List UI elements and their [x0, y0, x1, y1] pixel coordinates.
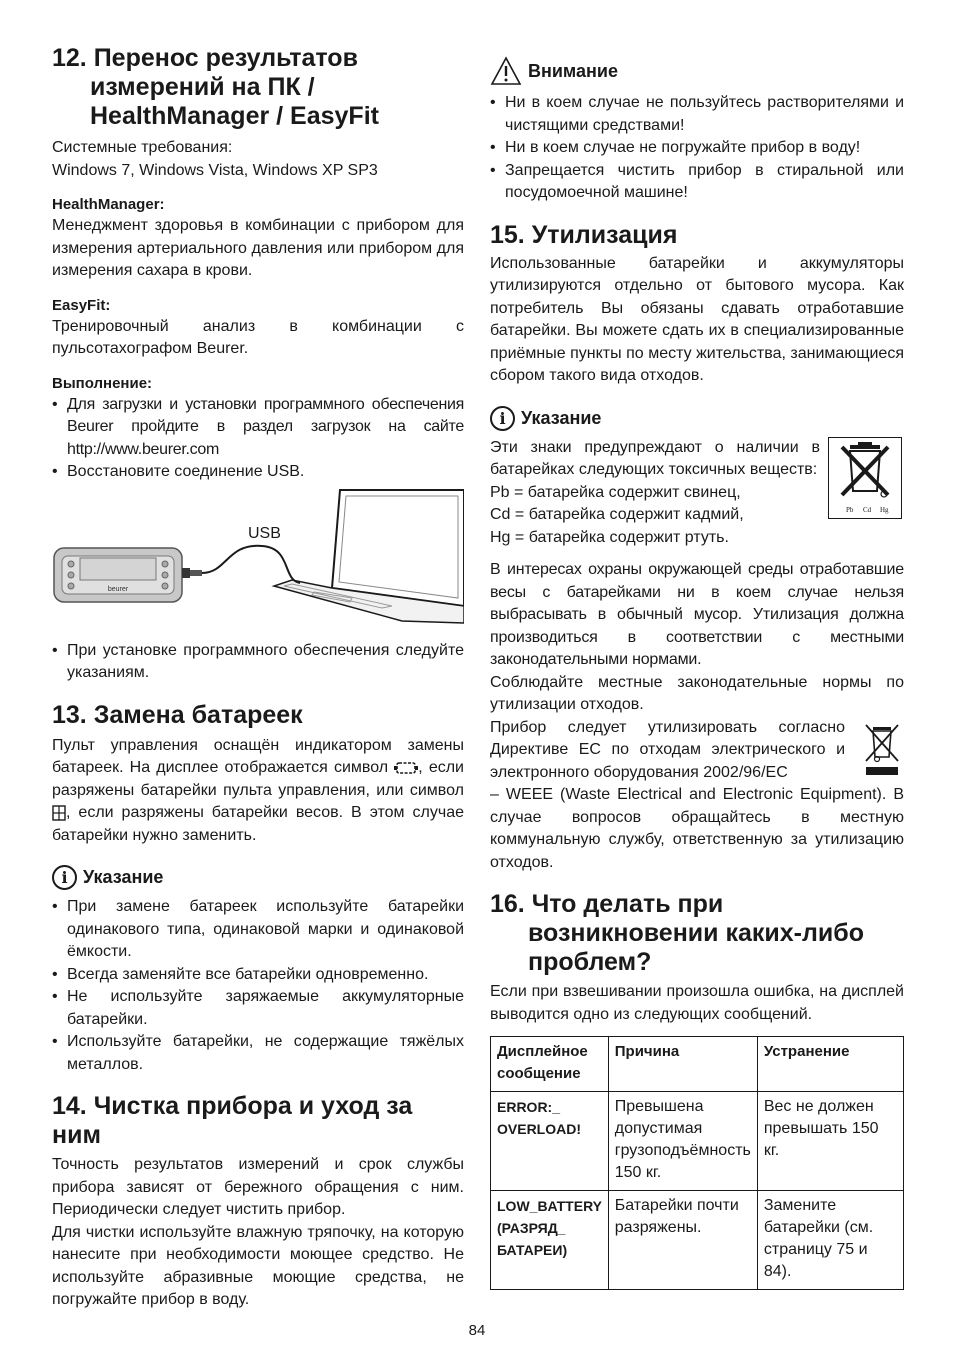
- usb-connection-illustration: [52, 488, 464, 638]
- execution-list: [52, 394, 464, 484]
- list-item: • При замене батареек используйте батарейки одинакового типа, одинаковой марки и одинаковой ёмкости.: [52, 896, 464, 964]
- healthmanager-text: Менеджмент здоровья в комбинации с прибором для измерения артериального давления или прибором для измерения сахара в крови.: [52, 217, 464, 279]
- warning-icon: [490, 56, 522, 86]
- sysreq-label: Системные требования:: [52, 139, 233, 156]
- table-cell: Вес не должен превышать 150 кг.: [757, 1092, 903, 1191]
- note-title: Указание: [83, 867, 164, 887]
- list-item: • Всегда заменяйте все батарейки одновременно.: [52, 964, 464, 987]
- list-item: • Запрещается чистить прибор в стиральной или посудомоечной машине!: [490, 160, 904, 205]
- usb-illustration-svg: [52, 488, 464, 638]
- list-item: • При установке программного обеспечения следуйте указаниям.: [52, 640, 464, 685]
- weee-block: [490, 717, 904, 785]
- easyfit-label: EasyFit:: [52, 296, 111, 314]
- section-12-title-line3: HealthManager / EasyFit: [90, 102, 379, 130]
- section-13-title: 13. Замена батареек: [52, 700, 303, 729]
- list-item: • Для загрузки и установки программного обеспечения Beurer пройдите в раздел загрузок на сайте http://www.beurer.com: [52, 394, 464, 462]
- table-cell: Батарейки почти разряжены.: [608, 1191, 757, 1290]
- section-14-p2: Для чистки используйте влажную тряпочку, на которую нанесите при необходимости моющее средство. Не используйте абразивные моющие средства, не погружайте прибор в воду.: [52, 1223, 464, 1308]
- execution-label: Выполнение:: [52, 374, 153, 392]
- section-13-text-c: , если разряжены батарейки весов. В этом случае батарейки нужно заменить.: [52, 804, 464, 844]
- section-12-title-line2: измерений на ПК /: [90, 73, 315, 101]
- note-heading: [52, 865, 464, 890]
- page-number: 84: [468, 1322, 486, 1339]
- easyfit-text: Тренировочный анализ в комбинации с пульсотахографом Beurer.: [52, 317, 464, 357]
- section-14-p1: Точность результатов измерений и срок службы прибора зависят от бережного обращения с ним. Периодически следует чистить прибор.: [52, 1156, 464, 1218]
- list-item: • Ни в коем случае не погружайте прибор в воду!: [490, 137, 904, 160]
- pb-line: Pb = батарейка содержит свинец,: [490, 483, 741, 501]
- section-13-text-b: , если разряжены батарейки пульта управления, или символ: [52, 759, 464, 799]
- weee-bin-icon: [864, 721, 900, 777]
- remote-battery-icon: [394, 761, 418, 775]
- section-13-text-a: Пульт управления оснащён индикатором замены батареек. На дисплее отображается символ: [52, 736, 464, 776]
- healthmanager-label: HealthManager:: [52, 196, 165, 213]
- section-12-title: [52, 44, 464, 131]
- error-table: [490, 1036, 904, 1290]
- table-header-row: [491, 1037, 904, 1092]
- sysreq-value: Windows 7, Windows Vista, Windows XP SP3: [52, 161, 378, 179]
- table-header: Устранение: [757, 1037, 903, 1092]
- cd-mark: Cd: [863, 505, 872, 514]
- table-header: Дисплейное сообщение: [491, 1037, 609, 1092]
- warning-heading: [490, 56, 904, 86]
- info-icon: i: [490, 406, 515, 431]
- section-16-intro: Если при взвешивании произошла ошибка, на дисплей выводится одно из следующих сообщений.: [490, 983, 904, 1023]
- list-item: • Ни в коем случае не пользуйтесь растворителями и чистящими средствами!: [490, 92, 904, 137]
- scale-battery-icon: [52, 805, 66, 821]
- section-15-p4a: Прибор следует утилизировать согласно Директиве ЕС по отходам электрического и электронного оборудования 2002/96/EC: [490, 718, 845, 781]
- cd-line: Cd = батарейка содержит кадмий,: [490, 506, 744, 523]
- section-15-p3: Соблюдайте местные законодательные нормы по утилизации отходов.: [490, 673, 904, 713]
- hg-mark: Hg: [880, 505, 889, 514]
- list-item: • Используйте батарейки, не содержащие тяжёлых металлов.: [52, 1031, 464, 1076]
- note-heading: [490, 406, 904, 431]
- warning-list: [490, 92, 904, 205]
- device-brand: beurer: [107, 585, 129, 593]
- section-16-title-line2: возникновении каких-либо: [528, 919, 864, 947]
- section-16-title-line3: проблем?: [528, 948, 652, 976]
- section-15-title: 15. Утилизация: [490, 220, 678, 249]
- install-list: [52, 640, 464, 685]
- right-column: [490, 56, 904, 1290]
- table-cell: ERROR:_ OVERLOAD!: [491, 1092, 609, 1191]
- section-14-title: 14. Чистка прибора и уход за ним: [52, 1092, 413, 1149]
- usb-label: USB: [248, 524, 281, 542]
- section-15-p4b: – WEEE (Waste Electrical and Electronic Equipment). В случае вопросов обращайтесь в местную коммунальную службу, ответственную за утилизацию отходов.: [490, 786, 904, 871]
- section-16-title-line1: 16. Что делать при: [490, 890, 724, 918]
- warning-title: Внимание: [528, 60, 618, 81]
- table-header: Причина: [608, 1037, 757, 1092]
- hg-line: Hg = батарейка содержит ртуть.: [490, 528, 729, 546]
- section-12-title-line1: 12. Перенос результатов: [52, 44, 358, 72]
- note-title: Указание: [521, 407, 602, 428]
- toxic-note-text: Эти знаки предупреждают о наличии в батарейках следующих токсичных веществ:: [490, 438, 820, 478]
- table-cell: Превышена допустимая грузоподъёмность 150 кг.: [608, 1092, 757, 1191]
- table-cell: Замените батарейки (см. страницу 75 и 84).: [757, 1191, 903, 1290]
- toxic-substances-block: [490, 437, 904, 550]
- pb-mark: Pb: [846, 505, 854, 514]
- list-item: • Восстановите соединение USB.: [52, 461, 464, 484]
- section-15-p1: Использованные батарейки и аккумуляторы утилизируются отдельно от бытового мусора. Как потребитель Вы обязаны сдавать отработавшие батарейки. Вы можете сдать их в специализированные приёмные пункты по месту жительства, занимающиеся сбором такого вида отходов.: [490, 254, 904, 384]
- battery-disposal-icon: [828, 437, 902, 519]
- battery-note-list: [52, 896, 464, 1076]
- left-column: [52, 44, 464, 1312]
- section-15-p2: В интересах охраны окружающей среды отработавшие весы с батарейками ни в коем случае нельзя выбрасывать в обычный мусор. Утилизация должна производиться в соответствии с местными законодательными нормами.: [490, 561, 904, 668]
- table-cell: LOW_BATTERY (РАЗРЯД_ БАТАРЕИ): [491, 1191, 609, 1290]
- info-icon: i: [52, 865, 77, 890]
- list-item: • Не используйте заряжаемые аккумуляторные батарейки.: [52, 986, 464, 1031]
- section-16-title: [490, 890, 904, 977]
- table-row: [491, 1092, 904, 1191]
- section-13-text: [52, 735, 464, 848]
- table-row: [491, 1191, 904, 1290]
